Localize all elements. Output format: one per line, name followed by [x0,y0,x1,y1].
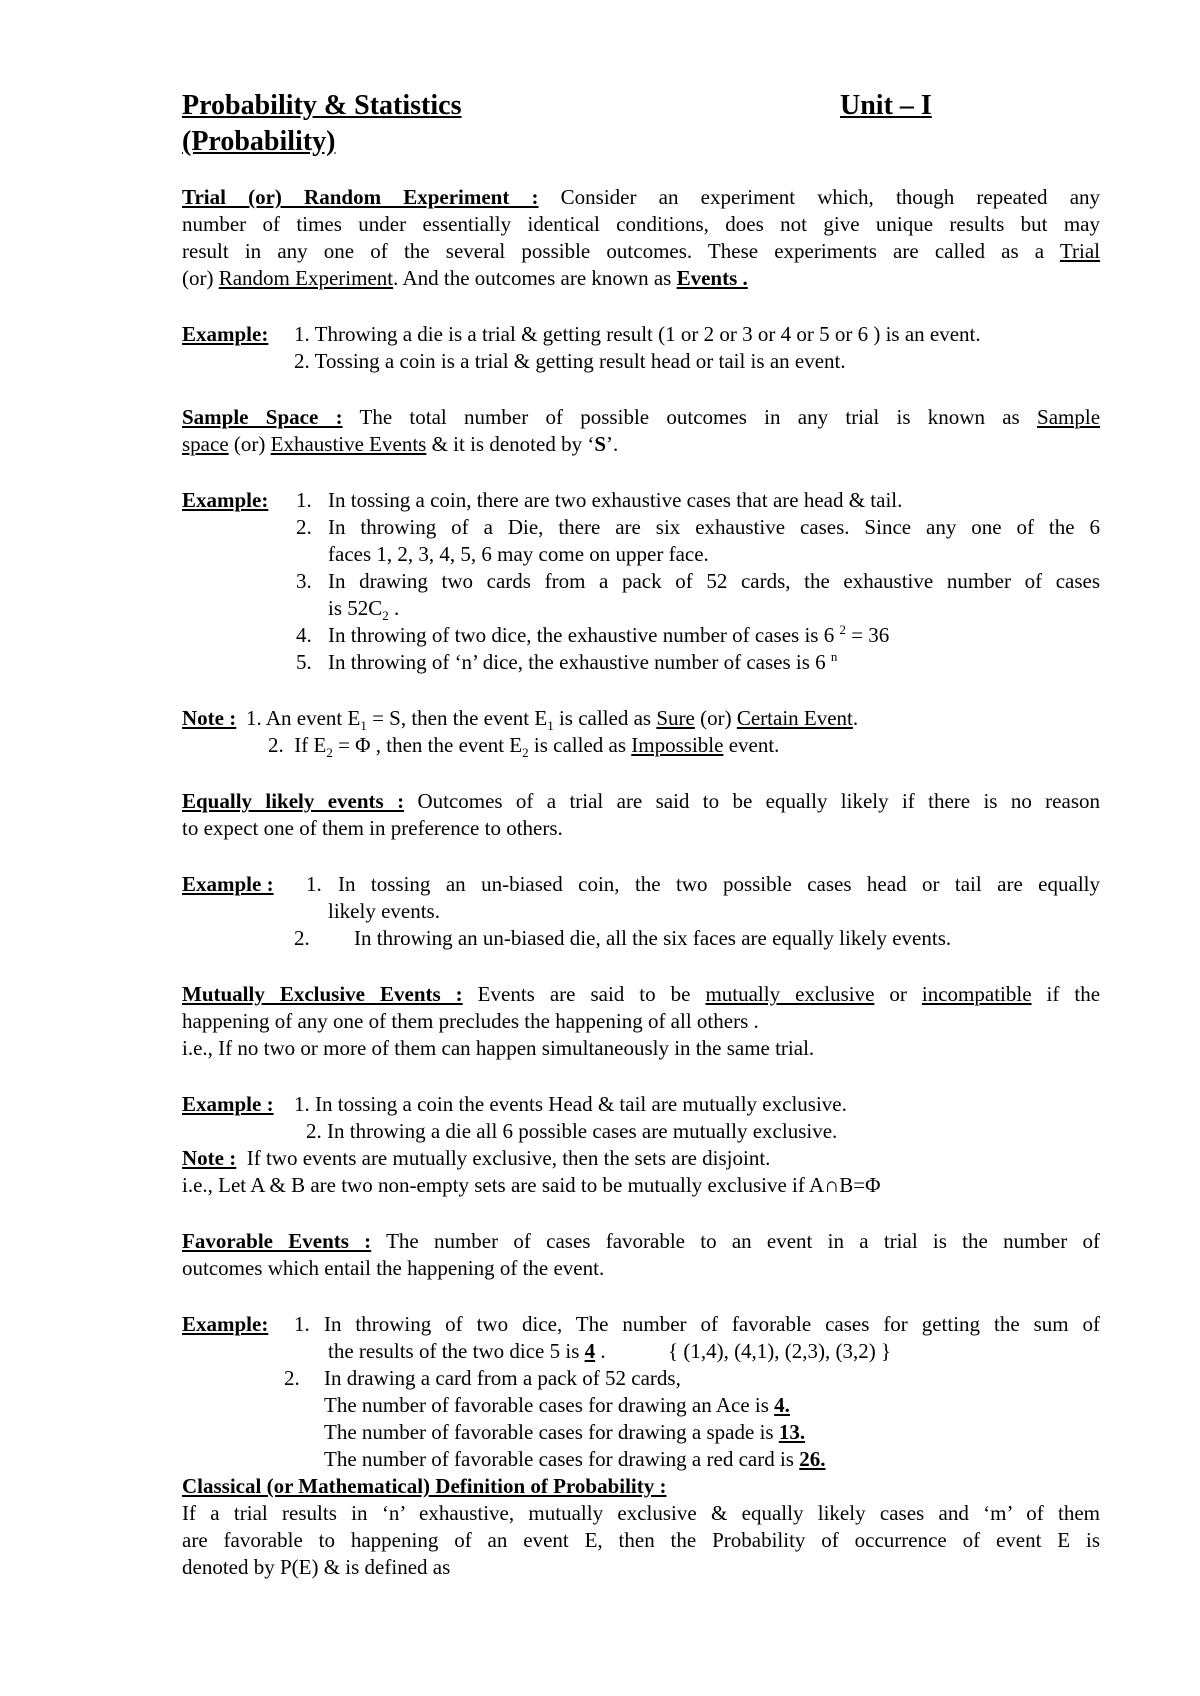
example3-num-1: 1. [306,872,322,896]
favorable-line-1: Favorable Events : The number of cases favorable to an event in a trial is the number of [182,1229,1100,1253]
example2-item-2b: faces 1, 2, 3, 4, 5, 6 may come on upper face. [328,542,709,566]
example2-item-3b: is $52C_2$ . [328,596,400,624]
example3-num-2: 2. [294,926,310,950]
example2-item-3a: In drawing two cards from a pack of 52 cards, the exhaustive number of cases [328,569,1100,593]
example2-label: Example: [182,488,269,512]
document-subtitle: (Probability) [182,126,336,157]
example5-item-1a: In throwing of two dice, The number of favorable cases for getting the sum of [324,1312,1100,1336]
example5-label: Example: [182,1312,269,1336]
example5-item-2: In drawing a card from a pack of 52 cards, [324,1366,681,1390]
example5-ace: The number of favorable cases for drawing an Ace is 4. [324,1393,790,1417]
sample-line-2: space (or) Exhaustive Events & it is denoted by ‘S’. [182,432,619,456]
example3-item-1a: In tossing an un-biased coin, the two possible cases head or tail are equally [338,872,1100,896]
classical-line-2: are favorable to happening of an event E, then the Probability of occurrence of event E is [182,1528,1100,1552]
example5-num-2: 2. [284,1366,300,1390]
example5-item-1b: the results of the two dice 5 is 4 . [328,1339,606,1363]
example2-item-5: In throwing of ‘n’ dice, the exhaustive number of cases is 6 $^n$ [328,649,838,674]
classical-heading: Classical (or Mathematical) Definition of Probability : [182,1474,667,1498]
classical-line-3: denoted by P(E) & is defined as [182,1555,451,1579]
favorable-heading: Favorable Events : [182,1229,372,1253]
sample-heading: Sample Space : [182,405,343,429]
sample-line-1: Sample Space : The total number of possible outcomes in any trial is known as Sample [182,405,1101,429]
example3-label: Example : [182,872,274,896]
unit-label: Unit – I [840,90,932,121]
example2-item-2a: In throwing of a Die, there are six exhaustive cases. Since any one of the 6 [328,515,1100,539]
example2-item-1: In tossing a coin, there are two exhaustive cases that are head & tail. [328,488,903,512]
example2-num-1: 1. [296,488,312,512]
trial-line-1: Trial (or) Random Experiment : Consider an experiment which, though repeated any [182,185,1101,209]
mutual-line-1: Mutually Exclusive Events : Events are said to be mutually exclusive or incompatible if the [182,982,1101,1006]
example2-num-5: 5. [296,650,312,674]
trial-line-3: result in any one of the several possible outcomes. These experiments are called as a Trial [182,239,1100,263]
example2-num-2: 2. [296,515,312,539]
equally-line-1: Equally likely events : Outcomes of a trial are said to be equally likely if there is no reason [182,789,1100,813]
example1-item-2: 2. Tossing a coin is a trial & getting result head or tail is an event. [294,349,846,373]
note1-item-2: 2. If $E_2 = \Phi$ , then the event $E_2$ is called as Impossible event. [268,733,780,761]
example1-item-1: 1. Throwing a die is a trial & getting result (1 or 2 or 3 or 4 or 5 or 6 ) is an event. [294,322,981,346]
example4-item-1: 1. In tossing a coin the events Head & tail are mutually exclusive. [294,1092,847,1116]
example1-label: Example: [182,322,269,346]
mutual-heading: Mutually Exclusive Events : [182,982,463,1006]
trial-line-2: number of times under essentially identical conditions, does not give unique results but may [182,212,1100,236]
favorable-line-2: outcomes which entail the happening of the event. [182,1256,605,1280]
example4-item-2: 2. In throwing a die all 6 possible cases are mutually exclusive. [306,1119,838,1143]
example3-item-1b: likely events. [328,899,440,923]
equally-line-2: to expect one of them in preference to others. [182,816,563,840]
example4-label: Example : [182,1092,274,1116]
note2-line-2: i.e., Let A & B are two non-empty sets are said to be mutually exclusive if A∩B=Φ [182,1173,881,1197]
classical-line-1: If a trial results in ‘n’ exhaustive, mutually exclusive & equally likely cases and ‘m’ of them [182,1501,1100,1525]
example5-spade: The number of favorable cases for drawing a spade is 13. [324,1420,806,1444]
trial-line-4: (or) Random Experiment. And the outcomes are known as Events . [182,266,748,290]
example2-item-4: In throwing of two dice, the exhaustive number of cases is 6 $^2$ = 36 [328,622,890,647]
note2-line-1: Note : If two events are mutually exclusive, then the sets are disjoint. [182,1146,771,1170]
mutual-line-3: i.e., If no two or more of them can happen simultaneously in the same trial. [182,1036,815,1060]
equally-heading: Equally likely events : [182,789,405,813]
note1-label: Note : [182,706,237,730]
example5-red-card: The number of favorable cases for drawing a red card is 26. [324,1447,826,1471]
example5-favorable-set: { (1,4), (4,1), (2,3), (3,2) } [668,1339,892,1363]
example3-item-2: In throwing an un-biased die, all the six faces are equally likely events. [354,926,952,950]
note1-item-1: 1. An event $E_1 = S$, then the event $E_1$ is called as Sure (or) Certain Event. [246,706,859,734]
mutual-line-2: happening of any one of them precludes the happening of all others . [182,1009,759,1033]
example2-num-4: 4. [296,623,312,647]
example2-num-3: 3. [296,569,312,593]
trial-heading: Trial (or) Random Experiment : [182,185,539,209]
document-title: Probability & Statistics [182,90,462,121]
example5-num-1: 1. [294,1312,310,1336]
